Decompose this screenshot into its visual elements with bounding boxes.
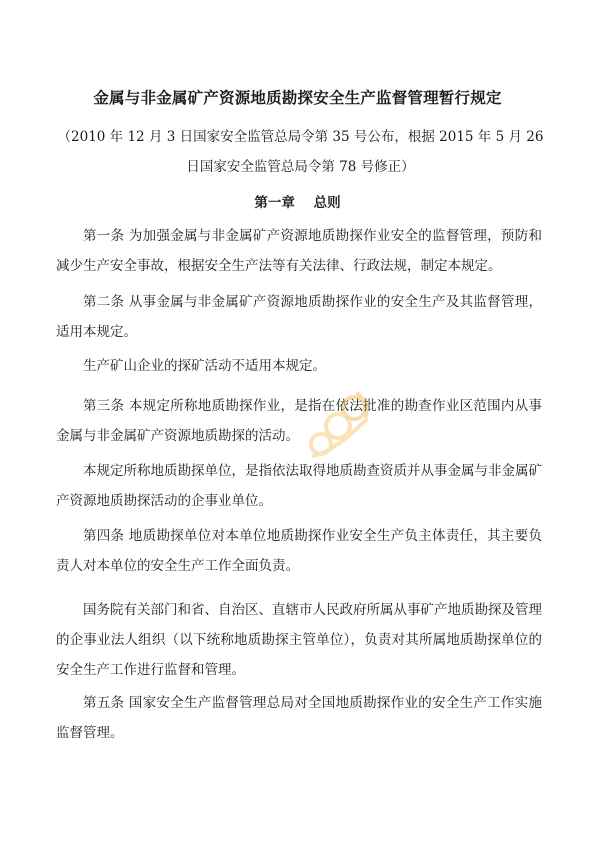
article-2: 第二条 从事金属与非金属矿产资源地质勘探作业的安全生产及其监督管理，适用本规定。 bbox=[56, 294, 542, 340]
cloud-watermark-icon bbox=[296, 376, 386, 466]
paragraph-exclusion: 生产矿山企业的探矿活动不适用本规定。 bbox=[83, 358, 326, 374]
paragraph-definition: 本规定所称地质勘探单位，是指依法取得地质勘查资质并从事金属与非金属矿产资源地质勘探活动的企事业单位。 bbox=[56, 463, 542, 509]
article-1: 第一条 为加强金属与非金属矿产资源地质勘探作业安全的监督管理，预防和减少生产安全事故，根据安全生产法等有关法律、行政法规，制定本规定。 bbox=[56, 228, 542, 274]
document-title: 金属与非金属矿产资源地质勘探安全生产监督管理暂行规定 bbox=[93, 89, 502, 107]
article-4: 第四条 地质勘探单位对本单位地质勘探作业安全生产负主体责任，其主要负责人对本单位的安全生产工作全面负责。 bbox=[56, 528, 542, 574]
article-5: 第五条 国家安全生产监督管理总局对全国地质勘探作业的安全生产工作实施监督管理。 bbox=[56, 695, 542, 741]
article-3: 第三条 本规定所称地质勘探作业，是指在依法批准的勘查作业区范围内从事金属与非金属矿产资源地质勘探的活动。 bbox=[56, 398, 542, 444]
chapter-heading: 第一章 总则 bbox=[254, 195, 341, 211]
paragraph-authority: 国务院有关部门和省、自治区、直辖市人民政府所属从事矿产地质勘探及管理的企事业法人组织（以下统称地质勘探主管单位），负责对其所属地质勘探单位的安全生产工作进行监督和管理。 bbox=[56, 602, 542, 678]
source-note: （2010 年 12 月 3 日国家安全监管总局令第 35 号公布，根据 2015 年 5 月 26 日国家安全监管总局令第 78 号修正） bbox=[57, 129, 544, 175]
